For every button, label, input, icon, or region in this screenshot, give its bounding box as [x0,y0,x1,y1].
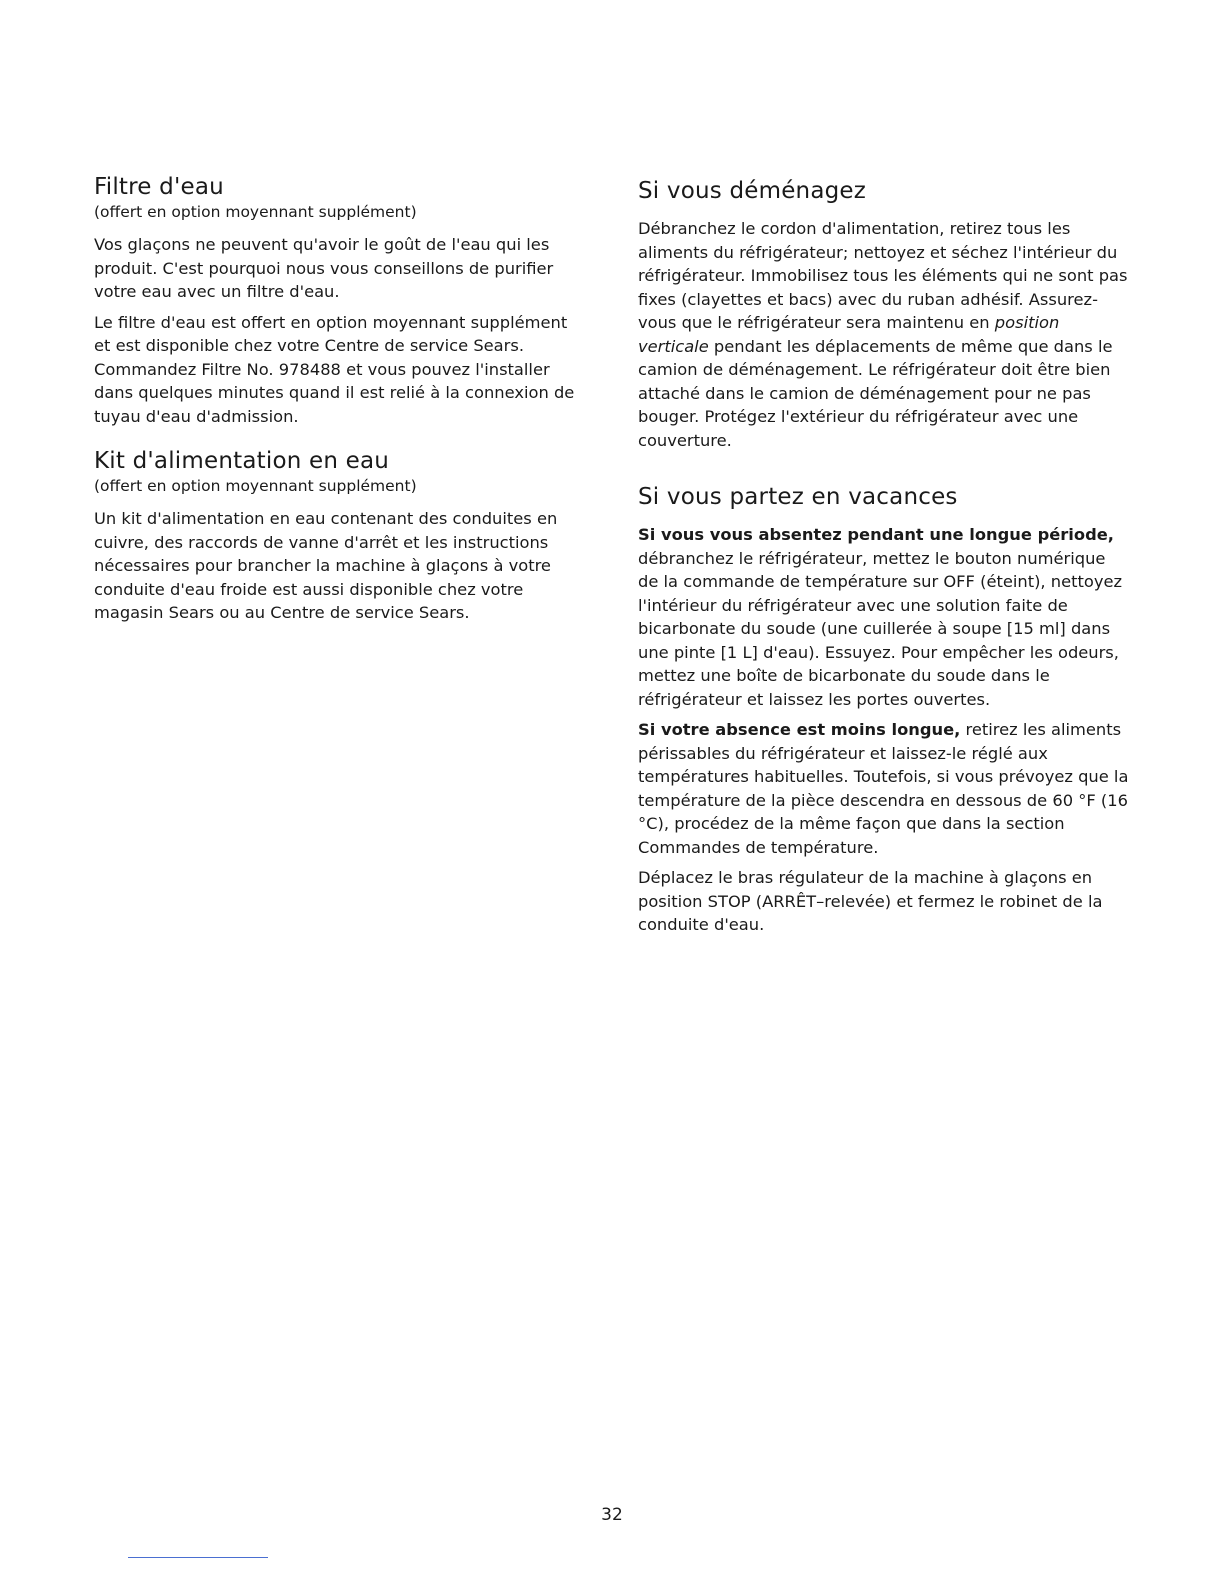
moving-text-start: Débranchez le cordon d'alimentation, retirez tous les aliments du réfrigérateur; nettoyez et séchez l'intérieur du réfrigérateur. Immobilisez tous les éléments qui ne sont pas fixes (clayettes et bacs) avec du ruban adhésif. Assurez-vous que le réfrigérateur sera maintenu en [638,219,1128,332]
vacation-paragraph-3: Déplacez le bras régulateur de la machine à glaçons en position STOP (ARRÊT–relevée) et fermez le robinet de la conduite d'eau. [638,868,1103,934]
vacation-short-bold: Si votre absence est moins longue, [638,720,961,739]
vacation-title: Si vous partez en vacances [638,484,958,510]
moving-text-italic: position verticale [638,313,1060,356]
water-filter-section [94,172,586,428]
water-kit-title: Kit d'alimentation en eau [94,448,390,474]
water-kit-section [94,446,586,625]
page-number: 32 [601,1505,623,1525]
vacation-section [638,482,1130,937]
left-column [94,172,586,643]
moving-title: Si vous déménagez [638,178,867,204]
right-column [638,172,1130,955]
water-filter-title: Filtre d'eau [94,174,224,200]
vacation-long-text: débranchez le réfrigérateur, mettez le bouton numérique de la commande de température sur OFF (éteint), nettoyez l'intérieur du réfrigérateur avec une solution faite de bicarbonate du soude (une cuillerée à soupe [15 ml] dans une pinte [1 L] d'eau). Essuyez. Pour empêcher les odeurs, mettez une boîte de bicarbonate du soude dans le réfrigérateur et laissez les portes ouvertes. [638,548,1123,709]
moving-text-end: pendant les déplacements de même que dans le camion de déménagement. Le réfrigérateur doit être bien attaché dans le camion de déménagement pour ne pas bouger. Protégez l'extérieur du réfrigérateur avec une couverture. [638,336,1113,450]
water-filter-paragraph-1: Vos glaçons ne peuvent qu'avoir le goût de l'eau qui les produit. C'est pourquoi nous vous conseillons de purifier votre eau avec un filtre d'eau. [94,235,554,301]
water-filter-paragraph-2: Le filtre d'eau est offert en option moyennant supplément et est disponible chez votre Centre de service Sears. Commandez Filtre No. 978488 et vous pouvez l'installer dans quelques minutes quand il est relié à la connexion de tuyau d'eau d'admission. [94,312,575,426]
moving-section [638,176,1130,452]
vacation-short-text: retirez les aliments périssables du réfrigérateur et laissez-le réglé aux températures habituelles. Toutefois, si vous prévoyez que la température de la pièce descendra en dessous de 60 °F (16 °C), procédez de la même façon que dans la section Commandes de température. [638,720,1129,857]
moving-paragraph [638,217,1130,452]
water-kit-subtitle: (offert en option moyennant supplément) [94,477,417,495]
vacation-paragraph-2 [638,718,1130,859]
bottom-rule [128,1557,268,1558]
water-kit-paragraph: Un kit d'alimentation en eau contenant des conduites en cuivre, des raccords de vanne d'arrêt et les instructions nécessaires pour brancher la machine à glaçons à votre conduite d'eau froide est aussi disponible chez votre magasin Sears ou au Centre de service Sears. [94,509,558,622]
vacation-paragraph-1 [638,523,1130,711]
water-filter-subtitle: (offert en option moyennant supplément) [94,203,417,221]
vacation-long-bold: Si vous vous absentez pendant une longue période, [638,525,1114,544]
